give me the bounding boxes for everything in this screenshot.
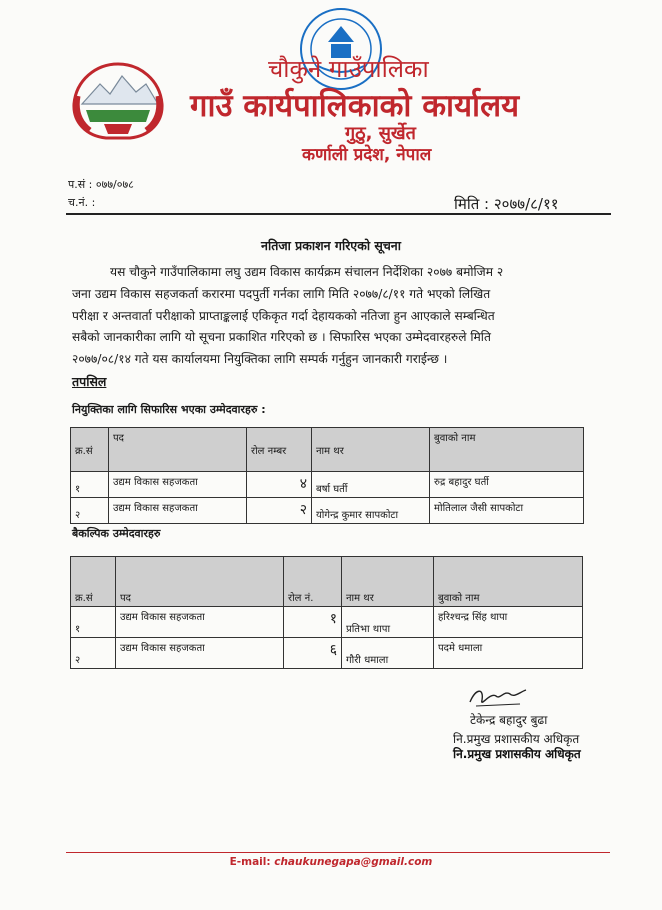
cell: गौरी धमाला <box>342 638 434 669</box>
cell: ६ <box>284 638 342 669</box>
office-place: गुठु, सुर्खेत <box>345 123 416 144</box>
cell: उद्यम विकास सहजकता <box>109 472 247 498</box>
notice-body <box>72 262 586 371</box>
office-name: गाउँ कार्यपालिकाको कार्यालय <box>190 88 520 124</box>
signatory-role: नि.प्रमुख प्रशासकीय अधिकृत <box>453 732 580 746</box>
cell: १ <box>71 607 116 638</box>
cell: १ <box>284 607 342 638</box>
col-header: बुवाको नाम <box>434 557 583 607</box>
col-header: नाम थर <box>312 428 430 472</box>
cell: रुद्र बहादुर घर्ती <box>430 472 584 498</box>
notice-line: परीक्षा र अन्तवार्ता परीक्षाको प्राप्ताङ्कलाई एकिकृत गर्दा देहायकको नतिजा हुन आएकाले सम्बन्धित <box>72 308 495 323</box>
office-province: कर्णाली प्रदेश, नेपाल <box>302 145 432 165</box>
cell: मोतिलाल जैसी सापकोटा <box>430 498 584 524</box>
letter-reference-number: प.सं : ०७७/०७८ <box>68 178 134 191</box>
recommended-candidates-table <box>70 427 584 524</box>
cell: १ <box>71 472 109 498</box>
alternate-candidates-table <box>70 556 583 669</box>
nepal-emblem-icon <box>70 60 166 142</box>
notice-line: २०७७/०८/१४ गते यस कार्यालयमा नियुक्तिका लागि सम्पर्क गर्नुहुन जानकारी गराईन्छ । <box>72 352 448 367</box>
cell: प्रतिभा थापा <box>342 607 434 638</box>
notice-line: यस चौकुने गाउँपालिकामा लघु उद्यम विकास कार्यक्रम संचालन निर्देशिका २०७७ बमोजिम २ <box>110 265 504 279</box>
cell: २ <box>247 498 312 524</box>
cell: पदमे धमाला <box>434 638 583 669</box>
handwritten-signature-icon <box>466 684 530 710</box>
table-row <box>71 498 584 524</box>
cell: २ <box>71 638 116 669</box>
table-header-row <box>71 557 583 607</box>
footer-email <box>0 856 662 868</box>
alternate-caption: बैकल्पिक उम्मेदवारहरु <box>72 527 161 540</box>
table-row <box>71 472 584 498</box>
cell: उद्यम विकास सहजकता <box>116 638 284 669</box>
cell: ४ <box>247 472 312 498</box>
municipality-name: चौकुने गाउँपालिका <box>268 55 429 83</box>
table-header-row <box>71 428 584 472</box>
col-header: पद <box>109 428 247 472</box>
notice-line: जना उद्यम विकास सहजकर्ता करारमा पदपुर्ती गर्नका लागि मिति २०७७/८/११ गते भएको लिखित <box>72 286 491 301</box>
signatory-stamp: नि.प्रमुख प्रशासकीय अधिकृत <box>453 747 581 761</box>
table-row <box>71 607 583 638</box>
col-header: पद <box>116 557 284 607</box>
col-header: क्र.सं <box>71 557 116 607</box>
dispatch-number: च.नं. : <box>68 196 96 209</box>
cell: २ <box>71 498 109 524</box>
letter-date: मिति : २०७७/८/११ <box>454 195 559 213</box>
col-header: नाम थर <box>342 557 434 607</box>
header-divider <box>66 213 611 215</box>
email-address: chaukunegapa@gmail.com <box>274 856 433 868</box>
cell: उद्यम विकास सहजकता <box>116 607 284 638</box>
col-header: क्र.सं <box>71 428 109 472</box>
cell: योगेन्द्र कुमार सापकोटा <box>312 498 430 524</box>
col-header: रोल नम्बर <box>247 428 312 472</box>
email-label: E-mail: <box>229 856 271 868</box>
cell: उद्यम विकास सहजकता <box>109 498 247 524</box>
notice-subject: नतिजा प्रकाशन गरिएको सूचना <box>261 238 401 253</box>
notice-line: सबैको जानकारीका लागि यो सूचना प्रकाशित गरिएको छ । सिफारिस भएका उम्मेदवारहरुले मिति <box>72 330 491 345</box>
details-heading: तपसिल <box>72 374 107 389</box>
recommended-caption: नियुक्तिका लागि सिफारिस भएका उम्मेदवारहरु : <box>72 403 266 416</box>
cell: बर्षा घर्ती <box>312 472 430 498</box>
signatory-name: टेकेन्द्र बहादुर बुढा <box>470 713 548 727</box>
col-header: बुवाको नाम <box>430 428 584 472</box>
cell: हरिश्चन्द्र सिंह थापा <box>434 607 583 638</box>
col-header: रोल नं. <box>284 557 342 607</box>
table-row <box>71 638 583 669</box>
footer-divider <box>66 852 610 853</box>
